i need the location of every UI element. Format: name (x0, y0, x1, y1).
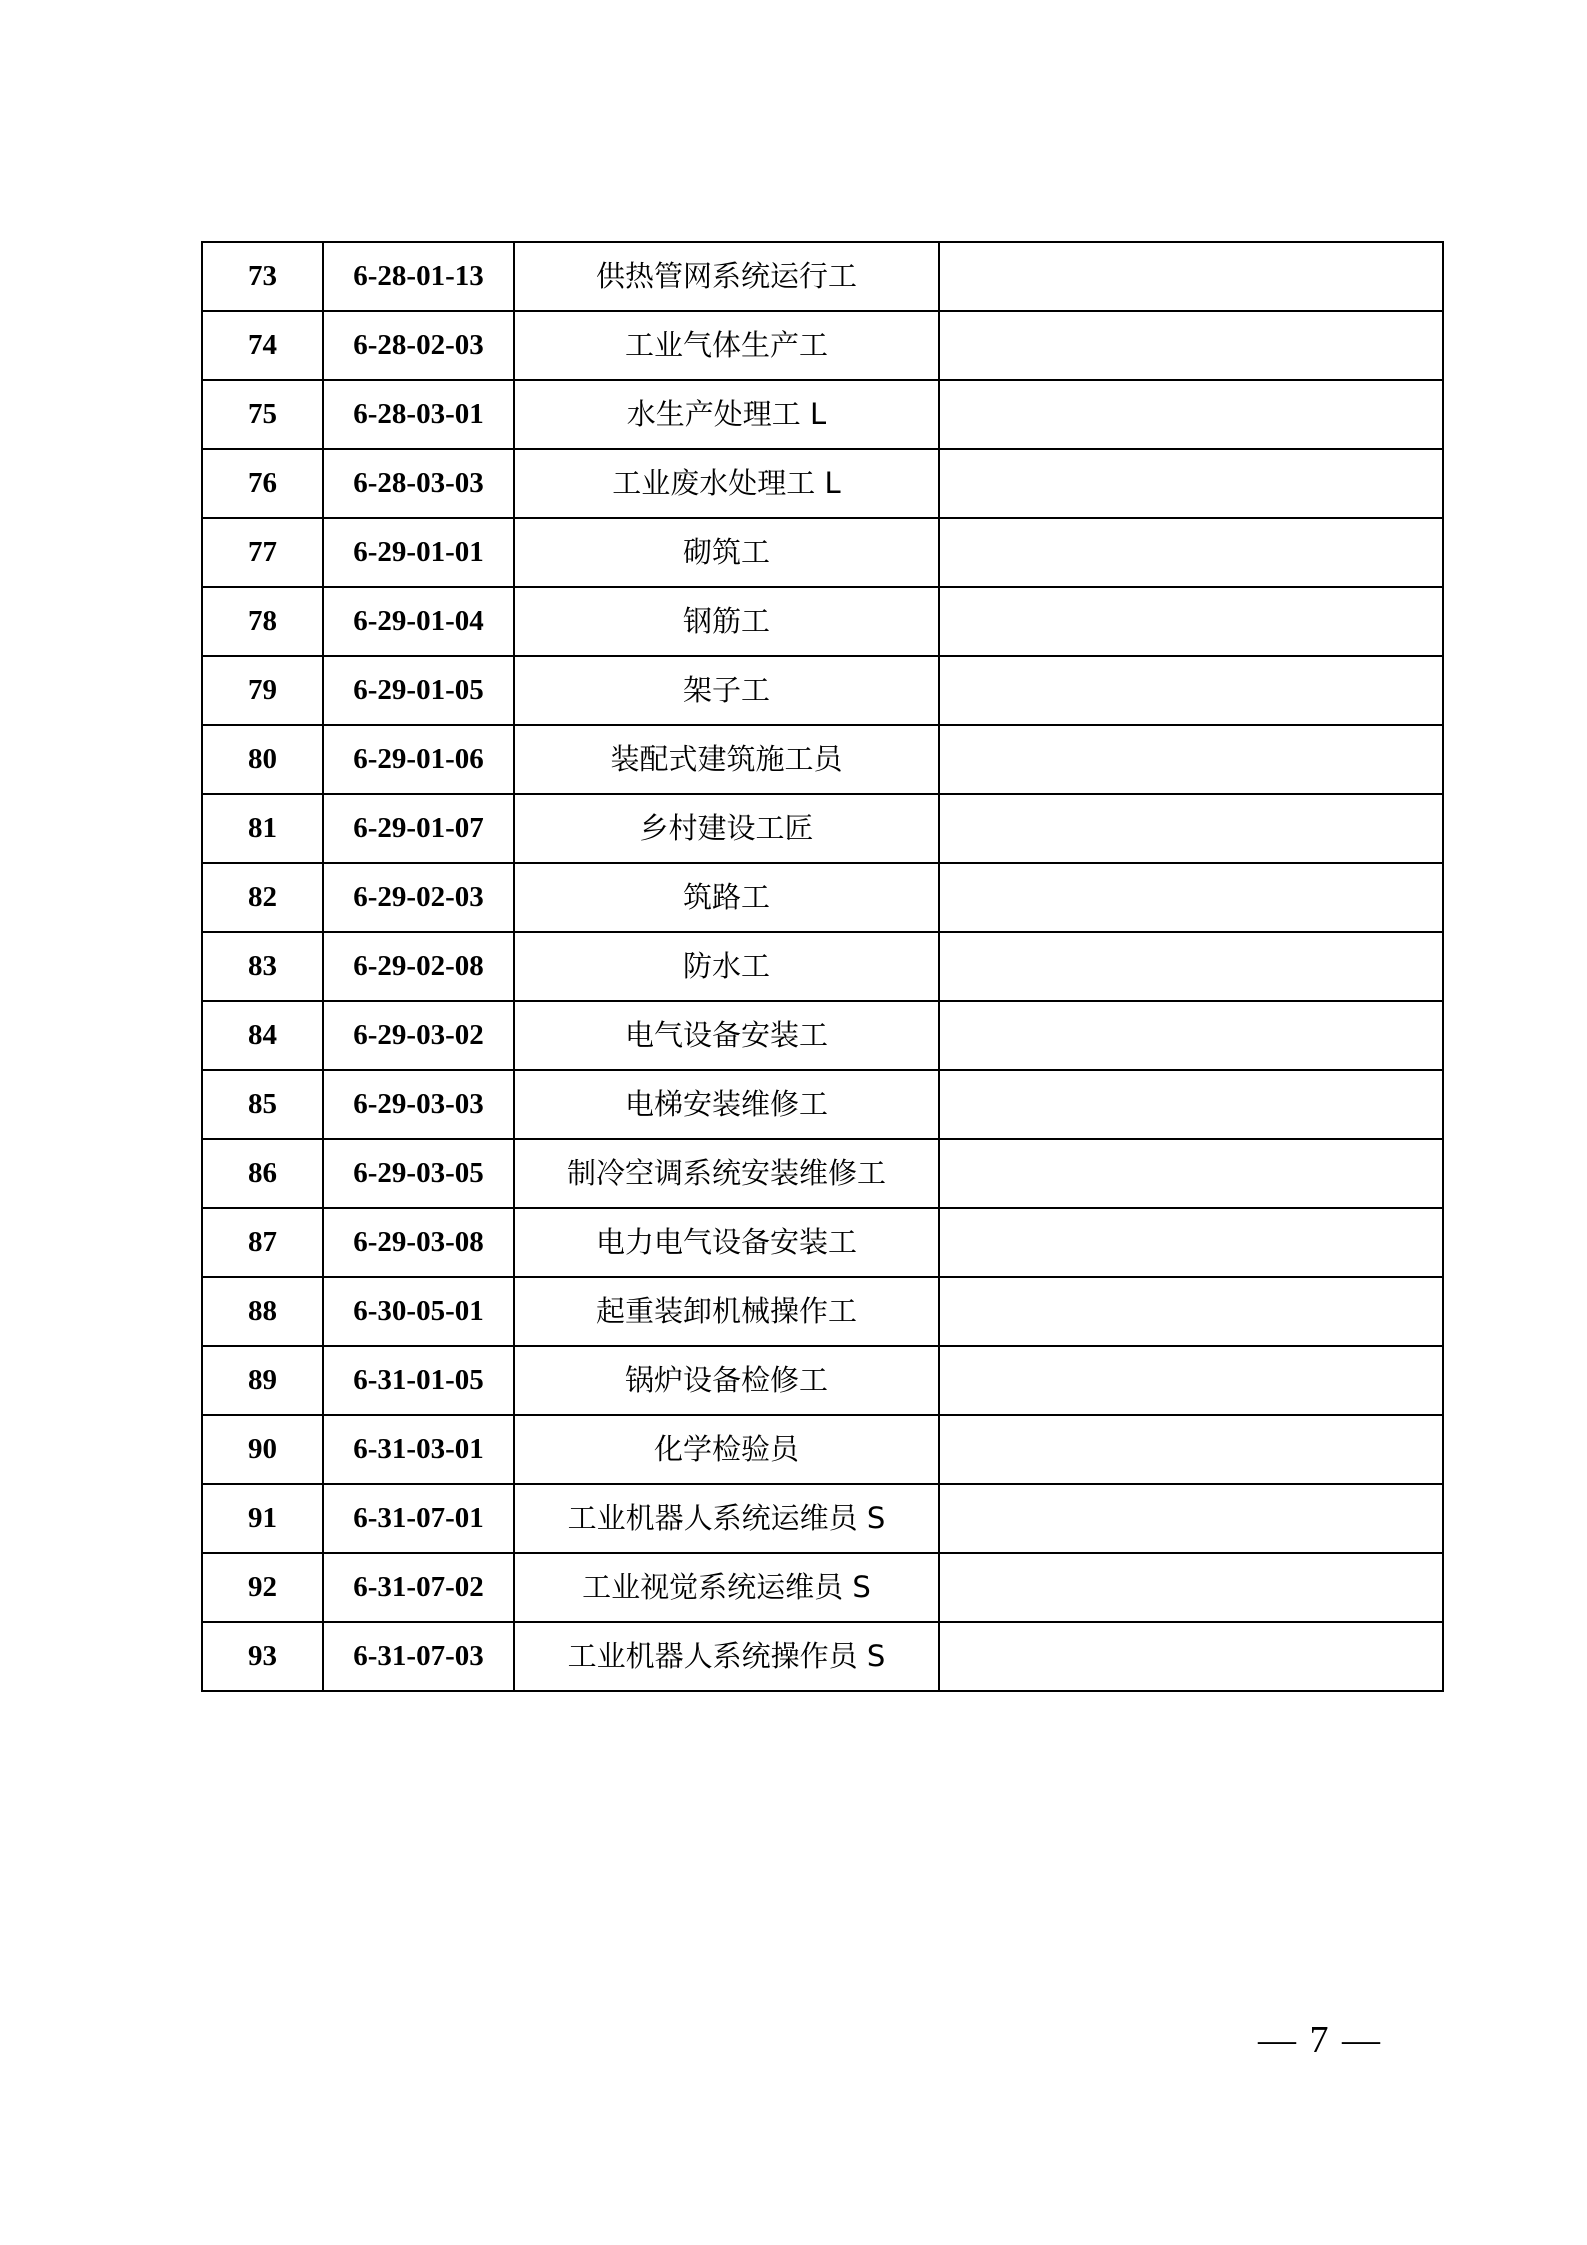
row-number-cell: 88 (202, 1277, 323, 1346)
table-row (202, 1070, 1443, 1139)
note-cell (939, 1070, 1443, 1139)
page-number: — 7 — (1258, 2019, 1382, 2061)
occupation-code-cell: 6-29-02-03 (323, 863, 514, 932)
note-cell (939, 1622, 1443, 1691)
occupation-name-cell: 装配式建筑施工员 (514, 725, 939, 794)
occupation-name-cell: 乡村建设工匠 (514, 794, 939, 863)
occupation-name-cell: 砌筑工 (514, 518, 939, 587)
row-number-cell: 77 (202, 518, 323, 587)
table-row (202, 794, 1443, 863)
row-number-cell: 78 (202, 587, 323, 656)
occupation-table (201, 241, 1444, 1692)
note-cell (939, 1484, 1443, 1553)
occupation-name-cell: 架子工 (514, 656, 939, 725)
occupation-code-cell: 6-31-07-03 (323, 1622, 514, 1691)
table-row (202, 1001, 1443, 1070)
row-number-cell: 83 (202, 932, 323, 1001)
occupation-code-cell: 6-30-05-01 (323, 1277, 514, 1346)
note-cell (939, 449, 1443, 518)
note-cell (939, 1208, 1443, 1277)
occupation-name-cell: 钢筋工 (514, 587, 939, 656)
occupation-name-cell: 工业废水处理工 L (514, 449, 939, 518)
occupation-table-body (202, 242, 1443, 1691)
occupation-name-cell: 电力电气设备安装工 (514, 1208, 939, 1277)
table-row (202, 380, 1443, 449)
table-row (202, 932, 1443, 1001)
occupation-name-cell: 工业机器人系统运维员 S (514, 1484, 939, 1553)
row-number-cell: 74 (202, 311, 323, 380)
occupation-code-cell: 6-31-07-01 (323, 1484, 514, 1553)
table-row (202, 863, 1443, 932)
table-row (202, 1346, 1443, 1415)
row-number-cell: 73 (202, 242, 323, 311)
note-cell (939, 1277, 1443, 1346)
table-row (202, 449, 1443, 518)
row-number-cell: 81 (202, 794, 323, 863)
occupation-name-cell: 电气设备安装工 (514, 1001, 939, 1070)
note-cell (939, 863, 1443, 932)
row-number-cell: 90 (202, 1415, 323, 1484)
note-cell (939, 1346, 1443, 1415)
occupation-name-cell: 制冷空调系统安装维修工 (514, 1139, 939, 1208)
occupation-name-cell: 防水工 (514, 932, 939, 1001)
table-row (202, 1484, 1443, 1553)
note-cell (939, 1139, 1443, 1208)
occupation-code-cell: 6-28-01-13 (323, 242, 514, 311)
row-number-cell: 85 (202, 1070, 323, 1139)
note-cell (939, 518, 1443, 587)
occupation-code-cell: 6-28-03-01 (323, 380, 514, 449)
row-number-cell: 82 (202, 863, 323, 932)
note-cell (939, 380, 1443, 449)
table-row (202, 1139, 1443, 1208)
occupation-code-cell: 6-29-02-08 (323, 932, 514, 1001)
table-row (202, 1208, 1443, 1277)
occupation-code-cell: 6-29-01-07 (323, 794, 514, 863)
occupation-name-cell: 化学检验员 (514, 1415, 939, 1484)
row-number-cell: 91 (202, 1484, 323, 1553)
table-row (202, 242, 1443, 311)
note-cell (939, 1553, 1443, 1622)
occupation-name-cell: 起重装卸机械操作工 (514, 1277, 939, 1346)
row-number-cell: 93 (202, 1622, 323, 1691)
occupation-code-cell: 6-29-01-01 (323, 518, 514, 587)
row-number-cell: 86 (202, 1139, 323, 1208)
occupation-name-cell: 工业机器人系统操作员 S (514, 1622, 939, 1691)
occupation-name-cell: 水生产处理工 L (514, 380, 939, 449)
table-row (202, 311, 1443, 380)
note-cell (939, 1001, 1443, 1070)
occupation-code-cell: 6-28-02-03 (323, 311, 514, 380)
row-number-cell: 75 (202, 380, 323, 449)
note-cell (939, 311, 1443, 380)
row-number-cell: 80 (202, 725, 323, 794)
row-number-cell: 92 (202, 1553, 323, 1622)
occupation-code-cell: 6-28-03-03 (323, 449, 514, 518)
occupation-name-cell: 锅炉设备检修工 (514, 1346, 939, 1415)
row-number-cell: 84 (202, 1001, 323, 1070)
note-cell (939, 1415, 1443, 1484)
table-row (202, 1553, 1443, 1622)
occupation-code-cell: 6-31-03-01 (323, 1415, 514, 1484)
occupation-code-cell: 6-29-03-03 (323, 1070, 514, 1139)
note-cell (939, 725, 1443, 794)
table-row (202, 725, 1443, 794)
occupation-name-cell: 工业视觉系统运维员 S (514, 1553, 939, 1622)
table-row (202, 587, 1443, 656)
occupation-code-cell: 6-29-03-05 (323, 1139, 514, 1208)
table-row (202, 1415, 1443, 1484)
note-cell (939, 656, 1443, 725)
occupation-code-cell: 6-29-01-05 (323, 656, 514, 725)
note-cell (939, 794, 1443, 863)
occupation-name-cell: 电梯安装维修工 (514, 1070, 939, 1139)
occupation-code-cell: 6-29-01-04 (323, 587, 514, 656)
occupation-name-cell: 供热管网系统运行工 (514, 242, 939, 311)
table-row (202, 1622, 1443, 1691)
occupation-name-cell: 工业气体生产工 (514, 311, 939, 380)
occupation-code-cell: 6-31-07-02 (323, 1553, 514, 1622)
occupation-code-cell: 6-29-01-06 (323, 725, 514, 794)
note-cell (939, 242, 1443, 311)
row-number-cell: 89 (202, 1346, 323, 1415)
table-row (202, 1277, 1443, 1346)
row-number-cell: 79 (202, 656, 323, 725)
row-number-cell: 87 (202, 1208, 323, 1277)
occupation-code-cell: 6-29-03-02 (323, 1001, 514, 1070)
occupation-code-cell: 6-29-03-08 (323, 1208, 514, 1277)
table-row (202, 518, 1443, 587)
row-number-cell: 76 (202, 449, 323, 518)
table-row (202, 656, 1443, 725)
note-cell (939, 587, 1443, 656)
occupation-name-cell: 筑路工 (514, 863, 939, 932)
occupation-code-cell: 6-31-01-05 (323, 1346, 514, 1415)
note-cell (939, 932, 1443, 1001)
